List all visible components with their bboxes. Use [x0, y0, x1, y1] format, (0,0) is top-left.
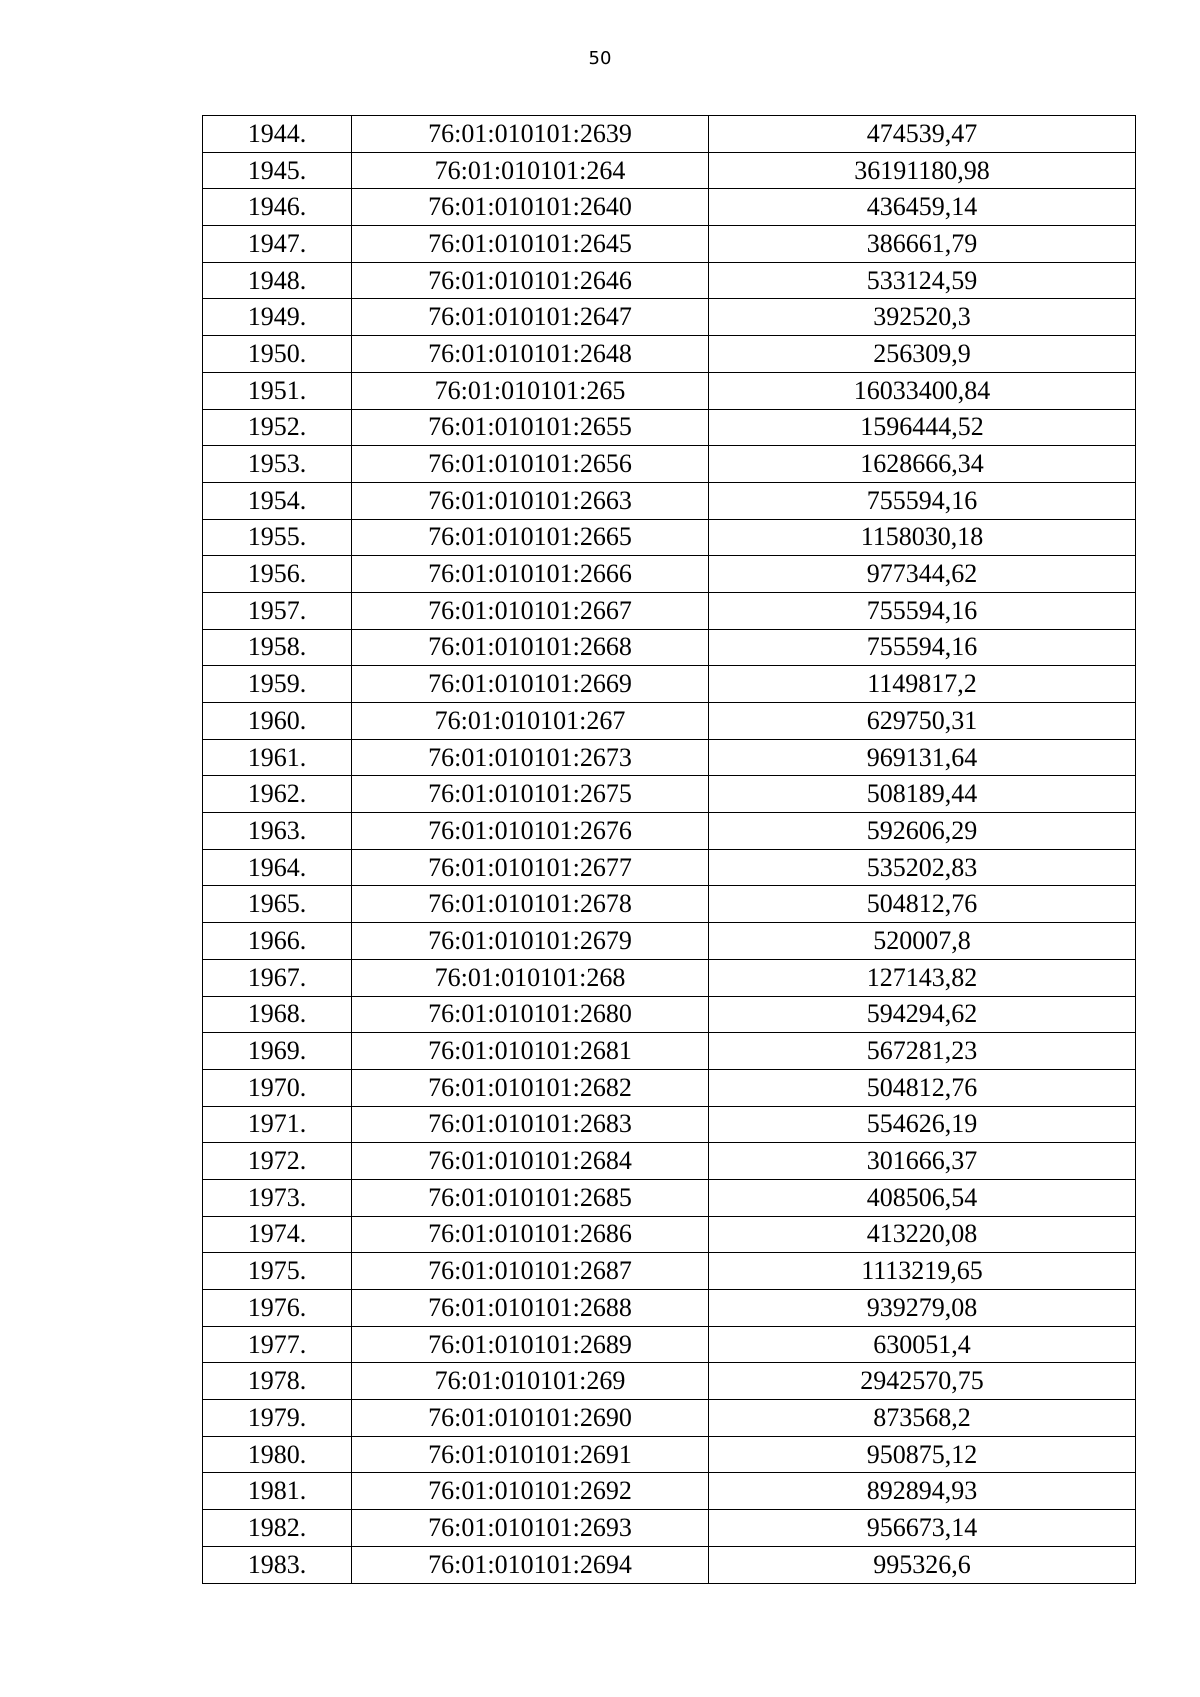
row-number-cell: 1972.: [203, 1143, 352, 1180]
cadastral-value-cell: 995326,6: [709, 1546, 1136, 1583]
row-number-cell: 1961.: [203, 739, 352, 776]
row-number-cell: 1966.: [203, 923, 352, 960]
cadastral-number-cell: 76:01:010101:2666: [352, 556, 709, 593]
cadastral-number-cell: 76:01:010101:2645: [352, 226, 709, 263]
row-number-cell: 1953.: [203, 446, 352, 483]
cadastral-value-cell: 535202,83: [709, 849, 1136, 886]
table-row: [203, 299, 1136, 336]
cadastral-number-cell: 76:01:010101:2668: [352, 629, 709, 666]
cadastral-value-cell: 1149817,2: [709, 666, 1136, 703]
row-number-cell: 1965.: [203, 886, 352, 923]
cadastral-number-cell: 76:01:010101:267: [352, 703, 709, 740]
cadastral-value-cell: 508189,44: [709, 776, 1136, 813]
table-row: [203, 519, 1136, 556]
table-row: [203, 996, 1136, 1033]
table-row: [203, 813, 1136, 850]
cadastral-value-cell: 16033400,84: [709, 372, 1136, 409]
table-row: [203, 1436, 1136, 1473]
row-number-cell: 1983.: [203, 1546, 352, 1583]
cadastral-number-cell: 76:01:010101:2647: [352, 299, 709, 336]
row-number-cell: 1971.: [203, 1106, 352, 1143]
table-row: [203, 189, 1136, 226]
cadastral-number-cell: 76:01:010101:265: [352, 372, 709, 409]
cadastral-value-cell: 1596444,52: [709, 409, 1136, 446]
table-row: [203, 739, 1136, 776]
row-number-cell: 1969.: [203, 1033, 352, 1070]
cadastral-number-cell: 76:01:010101:2686: [352, 1216, 709, 1253]
row-number-cell: 1956.: [203, 556, 352, 593]
cadastral-value-cell: 301666,37: [709, 1143, 1136, 1180]
table-row: [203, 1400, 1136, 1437]
cadastral-value-cell: 1113219,65: [709, 1253, 1136, 1290]
cadastral-value-cell: 1628666,34: [709, 446, 1136, 483]
cadastral-value-cell: 520007,8: [709, 923, 1136, 960]
cadastral-value-cell: 755594,16: [709, 482, 1136, 519]
cadastral-value-cell: 892894,93: [709, 1473, 1136, 1510]
row-number-cell: 1958.: [203, 629, 352, 666]
cadastral-value-cell: 567281,23: [709, 1033, 1136, 1070]
row-number-cell: 1955.: [203, 519, 352, 556]
cadastral-value-cell: 2942570,75: [709, 1363, 1136, 1400]
table-row: [203, 849, 1136, 886]
table-row: [203, 1179, 1136, 1216]
row-number-cell: 1980.: [203, 1436, 352, 1473]
cadastral-number-cell: 76:01:010101:2677: [352, 849, 709, 886]
cadastral-number-cell: 76:01:010101:2679: [352, 923, 709, 960]
cadastral-value-cell: 630051,4: [709, 1326, 1136, 1363]
cadastral-number-cell: 76:01:010101:268: [352, 959, 709, 996]
row-number-cell: 1974.: [203, 1216, 352, 1253]
cadastral-value-cell: 1158030,18: [709, 519, 1136, 556]
cadastral-value-cell: 533124,59: [709, 262, 1136, 299]
cadastral-value-cell: 629750,31: [709, 703, 1136, 740]
cadastral-value-cell: 504812,76: [709, 1069, 1136, 1106]
row-number-cell: 1954.: [203, 482, 352, 519]
cadastral-number-cell: 76:01:010101:2675: [352, 776, 709, 813]
cadastral-number-cell: 76:01:010101:269: [352, 1363, 709, 1400]
cadastral-number-cell: 76:01:010101:2648: [352, 336, 709, 373]
cadastral-value-cell: 554626,19: [709, 1106, 1136, 1143]
table-row: [203, 1216, 1136, 1253]
table-row: [203, 1473, 1136, 1510]
cadastral-value-cell: 755594,16: [709, 592, 1136, 629]
table-row: [203, 226, 1136, 263]
table-row: [203, 776, 1136, 813]
cadastral-number-cell: 76:01:010101:2663: [352, 482, 709, 519]
cadastral-number-cell: 76:01:010101:2681: [352, 1033, 709, 1070]
row-number-cell: 1979.: [203, 1400, 352, 1437]
cadastral-number-cell: 76:01:010101:2646: [352, 262, 709, 299]
cadastral-value-cell: 969131,64: [709, 739, 1136, 776]
table-row: [203, 666, 1136, 703]
row-number-cell: 1968.: [203, 996, 352, 1033]
cadastral-value-cell: 436459,14: [709, 189, 1136, 226]
row-number-cell: 1951.: [203, 372, 352, 409]
row-number-cell: 1945.: [203, 152, 352, 189]
cadastral-value-cell: 474539,47: [709, 116, 1136, 153]
cadastral-value-cell: 386661,79: [709, 226, 1136, 263]
page-number: 50: [588, 48, 612, 69]
table-row: [203, 886, 1136, 923]
table-row: [203, 592, 1136, 629]
row-number-cell: 1978.: [203, 1363, 352, 1400]
table-row: [203, 1290, 1136, 1327]
table-row: [203, 923, 1136, 960]
row-number-cell: 1982.: [203, 1510, 352, 1547]
cadastral-number-cell: 76:01:010101:2673: [352, 739, 709, 776]
cadastral-value-cell: 873568,2: [709, 1400, 1136, 1437]
table-row: [203, 1143, 1136, 1180]
cadastral-number-cell: 76:01:010101:2678: [352, 886, 709, 923]
cadastral-value-table: [202, 115, 1136, 1584]
cadastral-number-cell: 76:01:010101:2639: [352, 116, 709, 153]
row-number-cell: 1970.: [203, 1069, 352, 1106]
cadastral-value-cell: 755594,16: [709, 629, 1136, 666]
cadastral-number-cell: 76:01:010101:2693: [352, 1510, 709, 1547]
row-number-cell: 1963.: [203, 813, 352, 850]
table-row: [203, 1363, 1136, 1400]
cadastral-number-cell: 76:01:010101:2694: [352, 1546, 709, 1583]
row-number-cell: 1964.: [203, 849, 352, 886]
table-body: [203, 116, 1136, 1584]
cadastral-number-cell: 76:01:010101:264: [352, 152, 709, 189]
cadastral-value-cell: 594294,62: [709, 996, 1136, 1033]
cadastral-number-cell: 76:01:010101:2687: [352, 1253, 709, 1290]
cadastral-value-cell: 408506,54: [709, 1179, 1136, 1216]
table-row: [203, 556, 1136, 593]
row-number-cell: 1960.: [203, 703, 352, 740]
table-row: [203, 1253, 1136, 1290]
table-row: [203, 482, 1136, 519]
row-number-cell: 1977.: [203, 1326, 352, 1363]
cadastral-value-cell: 939279,08: [709, 1290, 1136, 1327]
cadastral-value-cell: 392520,3: [709, 299, 1136, 336]
cadastral-value-cell: 36191180,98: [709, 152, 1136, 189]
row-number-cell: 1962.: [203, 776, 352, 813]
cadastral-number-cell: 76:01:010101:2692: [352, 1473, 709, 1510]
cadastral-value-cell: 950875,12: [709, 1436, 1136, 1473]
row-number-cell: 1948.: [203, 262, 352, 299]
cadastral-value-cell: 127143,82: [709, 959, 1136, 996]
table-row: [203, 1033, 1136, 1070]
table-row: [203, 409, 1136, 446]
cadastral-number-cell: 76:01:010101:2691: [352, 1436, 709, 1473]
cadastral-number-cell: 76:01:010101:2665: [352, 519, 709, 556]
cadastral-value-cell: 413220,08: [709, 1216, 1136, 1253]
row-number-cell: 1981.: [203, 1473, 352, 1510]
cadastral-number-cell: 76:01:010101:2682: [352, 1069, 709, 1106]
table-row: [203, 372, 1136, 409]
row-number-cell: 1959.: [203, 666, 352, 703]
cadastral-number-cell: 76:01:010101:2688: [352, 1290, 709, 1327]
cadastral-number-cell: 76:01:010101:2690: [352, 1400, 709, 1437]
cadastral-value-cell: 956673,14: [709, 1510, 1136, 1547]
cadastral-number-cell: 76:01:010101:2667: [352, 592, 709, 629]
table-row: [203, 629, 1136, 666]
cadastral-number-cell: 76:01:010101:2680: [352, 996, 709, 1033]
table-row: [203, 446, 1136, 483]
table-row: [203, 1546, 1136, 1583]
cadastral-value-cell: 256309,9: [709, 336, 1136, 373]
table-row: [203, 1510, 1136, 1547]
cadastral-number-cell: 76:01:010101:2689: [352, 1326, 709, 1363]
cadastral-number-cell: 76:01:010101:2669: [352, 666, 709, 703]
cadastral-number-cell: 76:01:010101:2684: [352, 1143, 709, 1180]
row-number-cell: 1946.: [203, 189, 352, 226]
cadastral-value-cell: 592606,29: [709, 813, 1136, 850]
table-row: [203, 152, 1136, 189]
cadastral-number-cell: 76:01:010101:2683: [352, 1106, 709, 1143]
row-number-cell: 1967.: [203, 959, 352, 996]
row-number-cell: 1947.: [203, 226, 352, 263]
cadastral-number-cell: 76:01:010101:2640: [352, 189, 709, 226]
cadastral-number-cell: 76:01:010101:2685: [352, 1179, 709, 1216]
cadastral-number-cell: 76:01:010101:2655: [352, 409, 709, 446]
table-row: [203, 116, 1136, 153]
table-row: [203, 262, 1136, 299]
row-number-cell: 1973.: [203, 1179, 352, 1216]
cadastral-value-cell: 504812,76: [709, 886, 1136, 923]
row-number-cell: 1952.: [203, 409, 352, 446]
cadastral-number-cell: 76:01:010101:2656: [352, 446, 709, 483]
table-row: [203, 703, 1136, 740]
row-number-cell: 1944.: [203, 116, 352, 153]
row-number-cell: 1950.: [203, 336, 352, 373]
table-row: [203, 1326, 1136, 1363]
row-number-cell: 1975.: [203, 1253, 352, 1290]
cadastral-value-cell: 977344,62: [709, 556, 1136, 593]
table-row: [203, 959, 1136, 996]
table-row: [203, 1106, 1136, 1143]
table-row: [203, 336, 1136, 373]
row-number-cell: 1949.: [203, 299, 352, 336]
row-number-cell: 1976.: [203, 1290, 352, 1327]
table-row: [203, 1069, 1136, 1106]
cadastral-number-cell: 76:01:010101:2676: [352, 813, 709, 850]
row-number-cell: 1957.: [203, 592, 352, 629]
